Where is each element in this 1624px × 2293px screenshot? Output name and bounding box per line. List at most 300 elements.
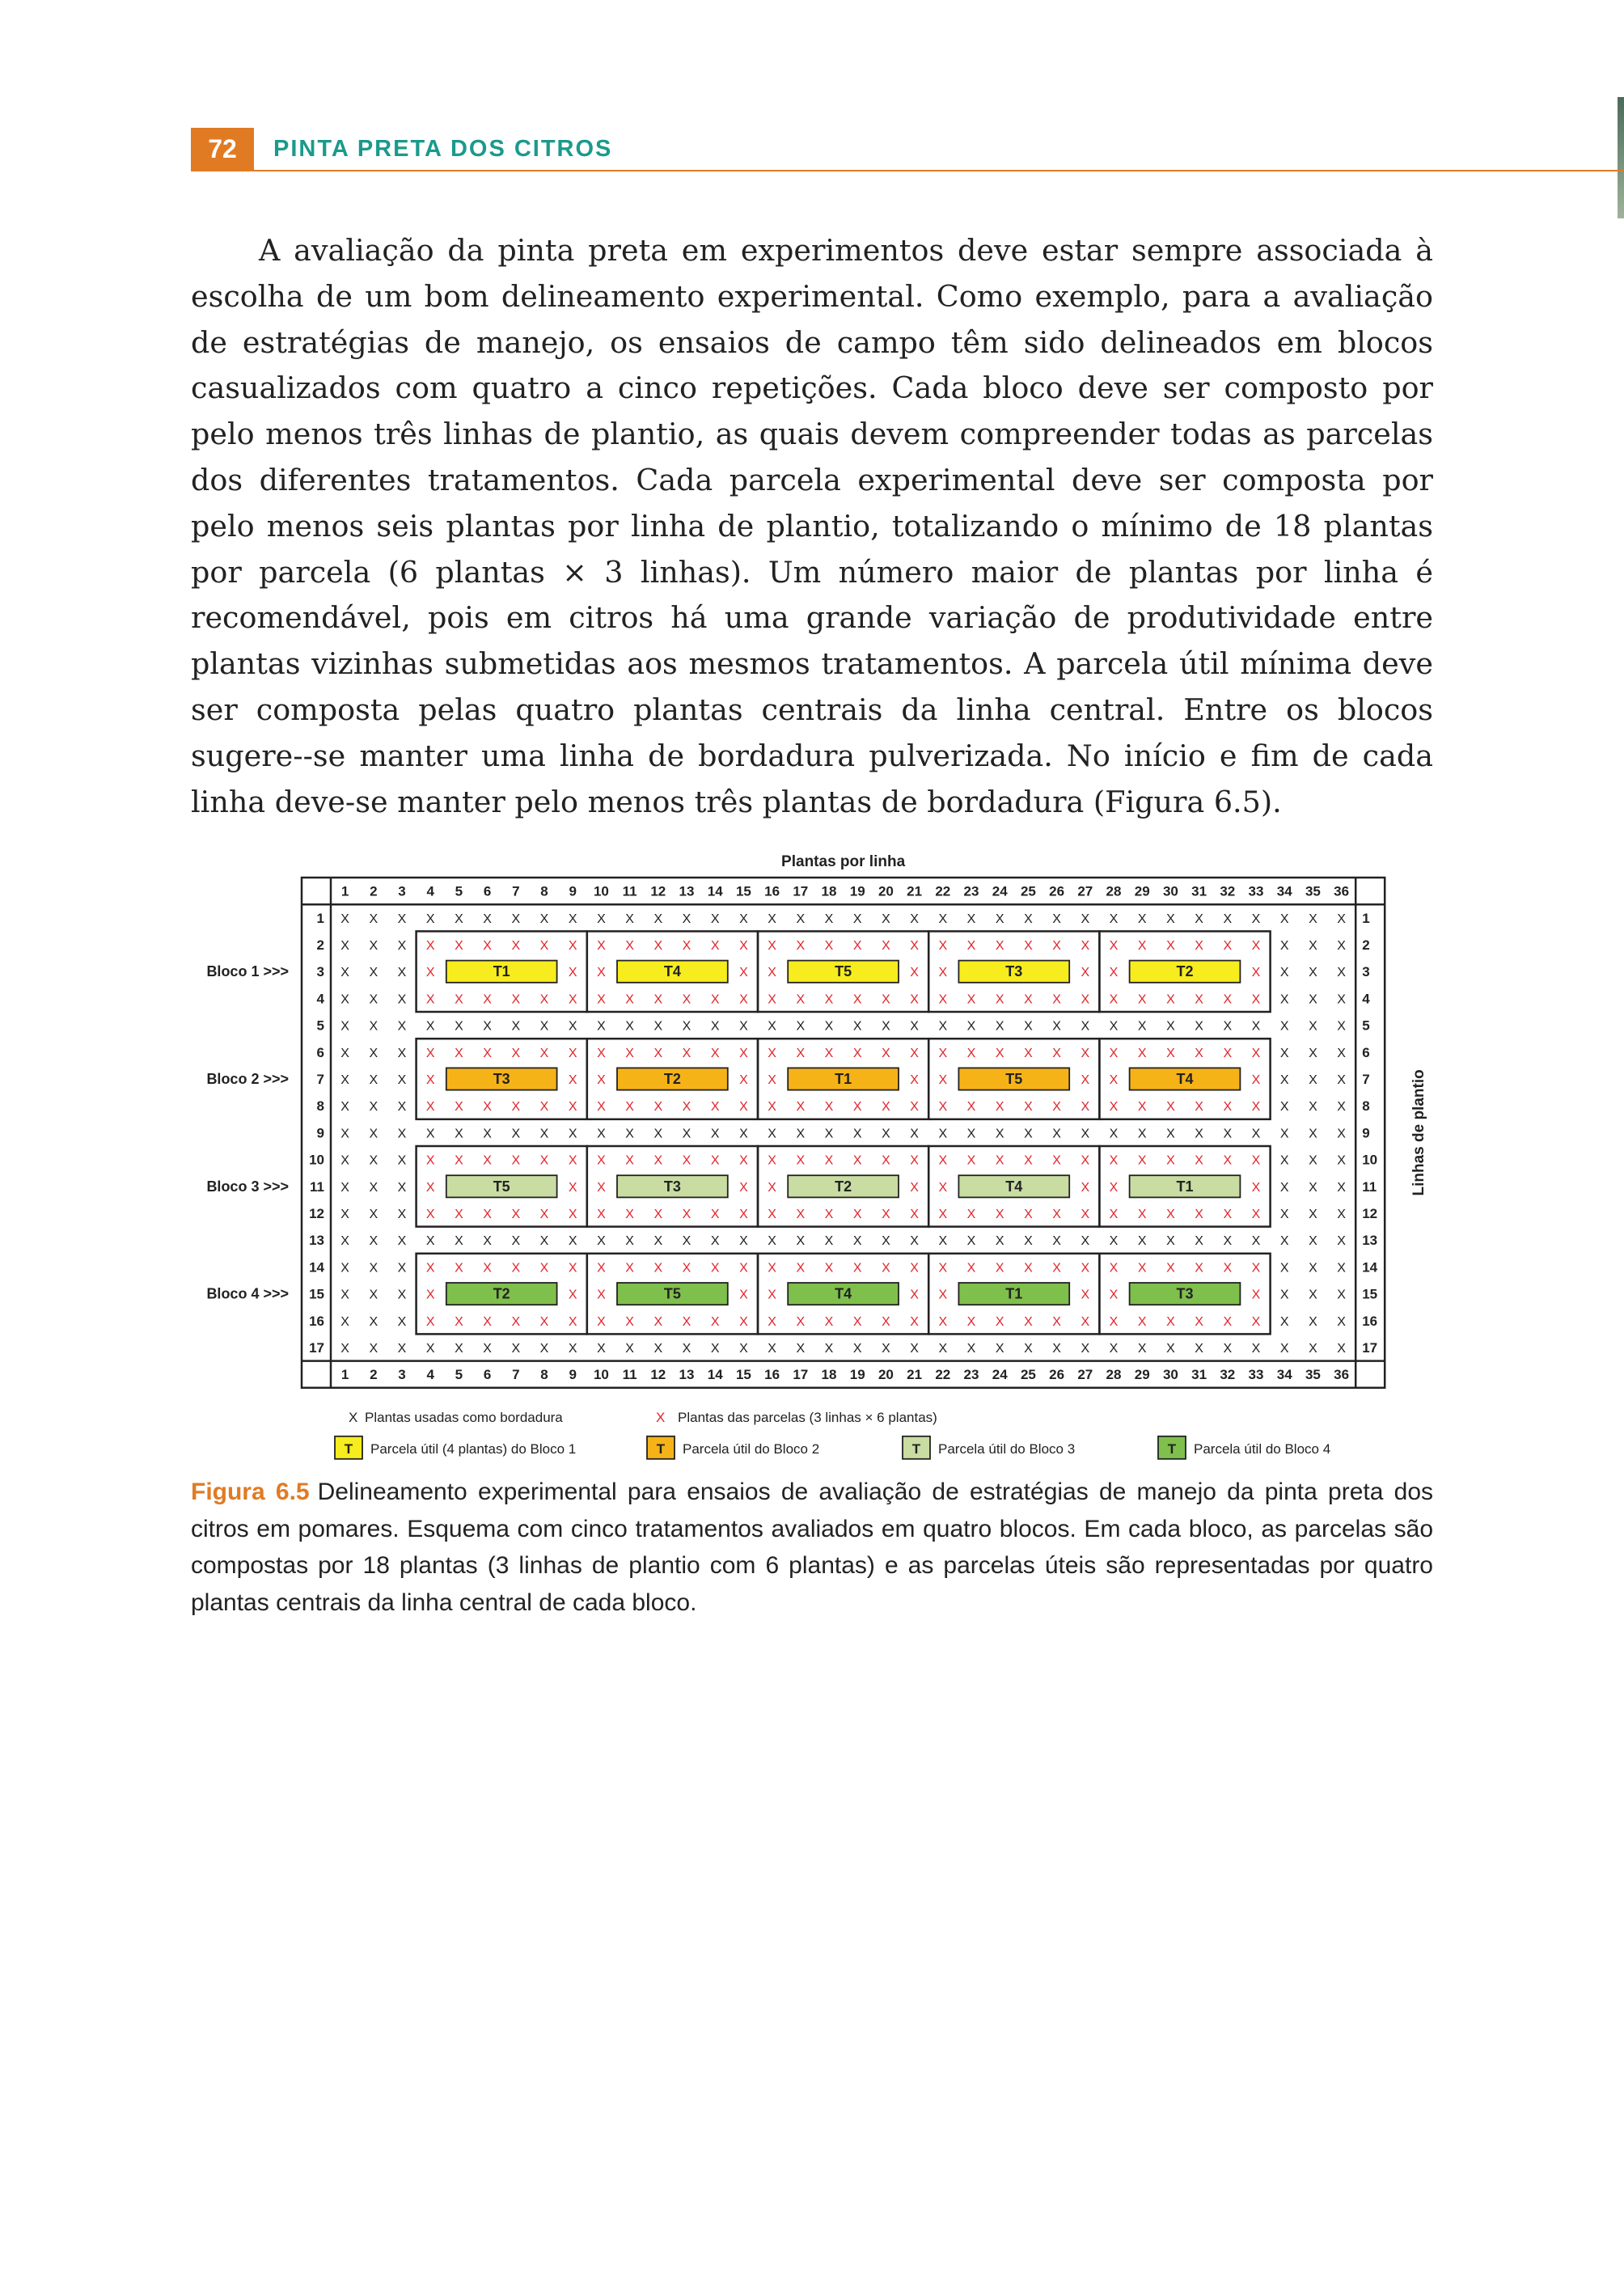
column-number-bottom: 13 xyxy=(679,1367,695,1383)
border-plant-mark: X xyxy=(340,1234,349,1249)
border-plant-mark: X xyxy=(568,1127,577,1141)
parcel-plant-mark: X xyxy=(1195,1208,1203,1221)
border-plant-mark: X xyxy=(397,939,407,953)
parcel-plant-mark: X xyxy=(910,966,919,980)
parcel-plant-mark: X xyxy=(1024,992,1033,1007)
row-number-left: 11 xyxy=(310,1178,324,1195)
border-plant-mark: X xyxy=(1309,1261,1317,1276)
parcel-plant-mark: X xyxy=(682,939,691,953)
column-number-bottom: 20 xyxy=(878,1367,894,1383)
parcel-plant-mark: X xyxy=(966,1314,976,1329)
column-number-top: 5 xyxy=(455,883,463,899)
border-plant-mark: X xyxy=(568,912,577,926)
border-plant-mark: X xyxy=(397,1208,407,1221)
parcel-plant-mark: X xyxy=(1223,939,1233,953)
border-plant-mark: X xyxy=(1337,1208,1346,1221)
border-plant-mark: X xyxy=(995,1127,1004,1141)
parcel-plant-mark: X xyxy=(1195,1261,1203,1276)
row-number-right: 16 xyxy=(1362,1313,1378,1329)
border-plant-mark: X xyxy=(597,912,606,926)
parcel-plant-mark: X xyxy=(1137,1153,1147,1168)
parcel-plant-mark: X xyxy=(1024,1046,1033,1060)
treatment-label: T4 xyxy=(835,1285,852,1302)
border-plant-mark: X xyxy=(455,1127,463,1141)
row-number-right: 1 xyxy=(1362,910,1370,926)
column-number-bottom: 3 xyxy=(398,1367,406,1383)
parcel-plant-mark: X xyxy=(1052,1153,1061,1168)
column-number-bottom: 26 xyxy=(1049,1367,1065,1383)
parcel-plant-mark: X xyxy=(1137,1314,1147,1329)
border-plant-mark: X xyxy=(995,1234,1004,1249)
border-plant-mark: X xyxy=(653,1342,663,1356)
border-plant-mark: X xyxy=(682,1019,691,1034)
border-plant-mark: X xyxy=(882,1342,890,1356)
border-plant-mark: X xyxy=(910,1234,919,1249)
border-plant-mark: X xyxy=(397,1314,407,1329)
column-number-bottom: 23 xyxy=(963,1367,979,1383)
border-plant-mark: X xyxy=(1052,1019,1061,1034)
border-plant-mark: X xyxy=(1109,1127,1119,1141)
parcel-plant-mark: X xyxy=(739,1208,748,1221)
border-plant-mark: X xyxy=(852,912,862,926)
parcel-plant-mark: X xyxy=(1251,939,1261,953)
parcel-plant-mark: X xyxy=(796,1208,806,1221)
column-number-top: 25 xyxy=(1020,883,1036,899)
border-plant-mark: X xyxy=(483,912,492,926)
parcel-plant-mark: X xyxy=(568,1153,577,1168)
parcel-plant-mark: X xyxy=(483,1261,492,1276)
border-plant-mark: X xyxy=(653,1234,663,1249)
border-plant-mark: X xyxy=(340,1153,349,1168)
border-plant-mark: X xyxy=(1251,912,1261,926)
border-plant-mark: X xyxy=(1337,1180,1346,1195)
body-paragraph: A avaliação da pinta preta em experimentos deve estar sempre associada à escolha de um bom delineamento experimental. Como exemplo, para a avaliação de estratégias de manejo, os ensaios de campo têm sido delineados em blocos casualizados com quatro a cinco repetições. Cada bloco deve ser composto por pelo menos três linhas de plantio, as quais devem compreender todas as parcelas dos diferentes tratamentos. Cada parcela experimental deve ser composta por pelo menos seis plantas por linha de plantio, totalizando o mínimo de 18 plantas por parcela (6 plantas × 3 linhas). Um número maior de plantas por linha é recomendável, pois em citros há uma grande variação de produtividade entre plantas vizinhas submetidas aos mesmos tratamentos. A parcela útil mínima deve ser composta pelas quatro plantas centrais da linha central. Entre os blocos sugere--se manter uma linha de bordadura pulverizada. No início e fim de cada linha deve-se manter pelo menos três plantas de bordadura (Figura 6.5). xyxy=(191,233,1433,819)
border-plant-mark: X xyxy=(425,1342,435,1356)
parcel-plant-mark: X xyxy=(1109,1208,1119,1221)
parcel-plant-mark: X xyxy=(1109,1180,1119,1195)
parcel-plant-mark: X xyxy=(882,1153,890,1168)
parcel-plant-mark: X xyxy=(682,1261,691,1276)
border-plant-mark: X xyxy=(340,1314,349,1329)
treatment-label: T4 xyxy=(663,963,681,980)
parcel-plant-mark: X xyxy=(710,1261,720,1276)
column-number-bottom: 11 xyxy=(622,1367,637,1383)
border-plant-mark: X xyxy=(369,1019,379,1034)
parcel-plant-mark: X xyxy=(1166,939,1175,953)
parcel-plant-mark: X xyxy=(938,966,948,980)
border-plant-mark: X xyxy=(340,912,349,926)
parcel-plant-mark: X xyxy=(796,992,806,1007)
parcel-plant-mark: X xyxy=(1223,1046,1233,1060)
parcel-plant-mark: X xyxy=(682,992,691,1007)
border-plant-mark: X xyxy=(1251,1019,1261,1034)
column-number-bottom: 14 xyxy=(707,1367,723,1383)
parcel-plant-mark: X xyxy=(852,992,862,1007)
column-number-bottom: 29 xyxy=(1134,1367,1150,1383)
parcel-plant-mark: X xyxy=(1251,1073,1261,1087)
border-plant-mark: X xyxy=(369,1046,379,1060)
border-plant-mark: X xyxy=(397,1180,407,1195)
row-number-right: 13 xyxy=(1362,1233,1378,1249)
border-plant-mark: X xyxy=(397,1261,407,1276)
border-plant-mark: X xyxy=(1279,912,1289,926)
border-plant-mark: X xyxy=(511,912,521,926)
parcel-plant-mark: X xyxy=(1251,1153,1261,1168)
column-number-bottom: 10 xyxy=(593,1367,609,1383)
border-plant-mark: X xyxy=(1309,1073,1317,1087)
column-number-bottom: 6 xyxy=(483,1367,492,1383)
treatment-label: T2 xyxy=(493,1285,510,1302)
border-plant-mark: X xyxy=(796,1127,806,1141)
border-plant-mark: X xyxy=(1279,1342,1289,1356)
parcel-plant-mark: X xyxy=(425,1180,435,1195)
border-plant-mark: X xyxy=(483,1234,492,1249)
border-plant-mark: X xyxy=(1052,912,1061,926)
column-number-top: 24 xyxy=(992,883,1008,899)
border-plant-mark: X xyxy=(1166,1127,1175,1141)
parcel-plant-mark: X xyxy=(455,1208,463,1221)
parcel-plant-mark: X xyxy=(739,992,748,1007)
parcel-plant-mark: X xyxy=(966,1208,976,1221)
parcel-plant-mark: X xyxy=(1195,939,1203,953)
parcel-plant-mark: X xyxy=(653,1261,663,1276)
parcel-plant-mark: X xyxy=(1223,1208,1233,1221)
column-number-top: 29 xyxy=(1134,883,1150,899)
parcel-plant-mark: X xyxy=(995,992,1004,1007)
border-plant-mark: X xyxy=(1024,1234,1033,1249)
treatment-label: T1 xyxy=(835,1071,852,1087)
treatment-label: T1 xyxy=(493,963,510,980)
border-plant-mark: X xyxy=(882,1234,890,1249)
border-plant-mark: X xyxy=(1081,1019,1090,1034)
parcel-plant-mark: X xyxy=(938,1100,948,1115)
border-plant-mark: X xyxy=(1337,912,1346,926)
border-plant-mark: X xyxy=(1279,992,1289,1007)
parcel-plant-mark: X xyxy=(568,939,577,953)
border-plant-mark: X xyxy=(1195,912,1203,926)
parcel-plant-mark: X xyxy=(1109,1288,1119,1302)
parcel-plant-mark: X xyxy=(425,1208,435,1221)
column-number-bottom: 34 xyxy=(1276,1367,1292,1383)
parcel-plant-mark: X xyxy=(995,1153,1004,1168)
header-rule xyxy=(191,170,1624,171)
border-plant-mark: X xyxy=(455,912,463,926)
column-number-bottom: 33 xyxy=(1248,1367,1264,1383)
legend-swatch-letter: T xyxy=(656,1441,666,1457)
border-plant-mark: X xyxy=(1166,1234,1175,1249)
parcel-plant-mark: X xyxy=(1251,966,1261,980)
parcel-plant-mark: X xyxy=(682,1153,691,1168)
column-number-bottom: 4 xyxy=(426,1367,434,1383)
parcel-plant-mark: X xyxy=(1052,1314,1061,1329)
border-plant-mark: X xyxy=(340,1288,349,1302)
parcel-plant-mark: X xyxy=(425,1073,435,1087)
row-number-right: 5 xyxy=(1362,1017,1370,1034)
parcel-plant-mark: X xyxy=(824,939,834,953)
parcel-plant-mark: X xyxy=(739,1180,748,1195)
parcel-plant-mark: X xyxy=(425,1288,435,1302)
border-plant-mark: X xyxy=(682,1127,691,1141)
parcel-plant-mark: X xyxy=(1109,992,1119,1007)
parcel-plant-mark: X xyxy=(568,1288,577,1302)
parcel-plant-mark: X xyxy=(852,1314,862,1329)
border-plant-mark: X xyxy=(397,1046,407,1060)
border-plant-mark: X xyxy=(369,1153,379,1168)
column-number-bottom: 7 xyxy=(512,1367,520,1383)
column-number-top: 33 xyxy=(1248,883,1264,899)
row-number-right: 12 xyxy=(1362,1206,1378,1221)
parcel-plant-mark: X xyxy=(852,1261,862,1276)
parcel-plant-mark: X xyxy=(1195,1046,1203,1060)
parcel-plant-mark: X xyxy=(1251,992,1261,1007)
border-plant-mark: X xyxy=(1309,1314,1317,1329)
parcel-plant-mark: X xyxy=(1251,1261,1261,1276)
parcel-plant-mark: X xyxy=(1251,1100,1261,1115)
parcel-plant-mark: X xyxy=(483,1046,492,1060)
border-plant-mark: X xyxy=(1024,1019,1033,1034)
border-plant-mark: X xyxy=(852,1234,862,1249)
border-plant-mark: X xyxy=(539,1342,549,1356)
border-plant-mark: X xyxy=(768,1019,776,1034)
parcel-plant-mark: X xyxy=(796,1153,806,1168)
parcel-plant-mark: X xyxy=(882,1208,890,1221)
border-plant-mark: X xyxy=(1279,1261,1289,1276)
border-plant-mark: X xyxy=(1195,1234,1203,1249)
parcel-plant-mark: X xyxy=(425,1261,435,1276)
parcel-plant-mark: X xyxy=(938,1180,948,1195)
parcel-plant-mark: X xyxy=(938,1208,948,1221)
block-label: Bloco 3 >>> xyxy=(206,1178,289,1195)
parcel-plant-mark: X xyxy=(938,939,948,953)
border-plant-mark: X xyxy=(1337,1234,1346,1249)
border-plant-mark: X xyxy=(597,1127,606,1141)
border-plant-mark: X xyxy=(369,1208,379,1221)
row-number-right: 11 xyxy=(1362,1178,1377,1195)
border-plant-mark: X xyxy=(568,1019,577,1034)
column-number-bottom: 5 xyxy=(455,1367,463,1383)
column-number-bottom: 28 xyxy=(1106,1367,1122,1383)
border-plant-mark: X xyxy=(511,1234,521,1249)
border-plant-mark: X xyxy=(369,939,379,953)
border-plant-mark: X xyxy=(1137,1342,1147,1356)
border-plant-mark: X xyxy=(995,1019,1004,1034)
border-plant-mark: X xyxy=(369,1073,379,1087)
parcel-plant-mark: X xyxy=(710,1153,720,1168)
parcel-plant-mark: X xyxy=(796,939,806,953)
border-plant-mark: X xyxy=(1279,1100,1289,1115)
border-plant-mark: X xyxy=(995,912,1004,926)
border-plant-mark: X xyxy=(796,912,806,926)
border-plant-mark: X xyxy=(1309,1100,1317,1115)
parcel-plant-mark: X xyxy=(483,1100,492,1115)
border-plant-mark: X xyxy=(625,1342,634,1356)
border-plant-mark: X xyxy=(1337,939,1346,953)
parcel-plant-mark: X xyxy=(511,939,521,953)
parcel-plant-mark: X xyxy=(1024,1208,1033,1221)
border-plant-mark: X xyxy=(1309,1288,1317,1302)
parcel-plant-mark: X xyxy=(568,1046,577,1060)
parcel-plant-mark: X xyxy=(824,1100,834,1115)
parcel-plant-mark: X xyxy=(739,1288,748,1302)
parcel-plant-mark: X xyxy=(910,1073,919,1087)
column-number-bottom: 8 xyxy=(540,1367,548,1383)
parcel-plant-mark: X xyxy=(625,1046,634,1060)
parcel-plant-mark: X xyxy=(455,1153,463,1168)
parcel-plant-mark: X xyxy=(597,1100,606,1115)
page-edge-decoration xyxy=(1618,97,1624,218)
parcel-plant-mark: X xyxy=(653,1100,663,1115)
parcel-plant-mark: X xyxy=(852,1100,862,1115)
column-number-bottom: 32 xyxy=(1220,1367,1236,1383)
parcel-plant-mark: X xyxy=(768,939,776,953)
border-plant-mark: X xyxy=(852,1127,862,1141)
border-plant-mark: X xyxy=(966,1019,976,1034)
border-plant-mark: X xyxy=(340,1180,349,1195)
border-plant-mark: X xyxy=(653,1127,663,1141)
border-plant-mark: X xyxy=(340,1100,349,1115)
border-plant-mark: X xyxy=(1195,1127,1203,1141)
border-plant-mark: X xyxy=(1279,1180,1289,1195)
column-number-top: 12 xyxy=(650,883,666,899)
column-number-top: 6 xyxy=(483,883,492,899)
parcel-plant-mark: X xyxy=(625,992,634,1007)
border-plant-mark: X xyxy=(710,1127,720,1141)
border-plant-mark: X xyxy=(1166,912,1175,926)
column-number-bottom: 18 xyxy=(821,1367,837,1383)
treatment-label: T5 xyxy=(835,963,852,980)
parcel-plant-mark: X xyxy=(653,1314,663,1329)
parcel-plant-mark: X xyxy=(796,1046,806,1060)
border-plant-mark: X xyxy=(369,966,379,980)
parcel-plant-mark: X xyxy=(597,1208,606,1221)
border-plant-mark: X xyxy=(1024,1127,1033,1141)
parcel-plant-mark: X xyxy=(597,1153,606,1168)
parcel-plant-mark: X xyxy=(995,939,1004,953)
border-plant-mark: X xyxy=(455,1019,463,1034)
border-plant-mark: X xyxy=(682,1342,691,1356)
parcel-plant-mark: X xyxy=(1081,1288,1090,1302)
border-plant-mark: X xyxy=(539,912,549,926)
border-plant-mark: X xyxy=(910,912,919,926)
border-plant-mark: X xyxy=(1309,1127,1317,1141)
column-number-top: 7 xyxy=(512,883,520,899)
border-plant-mark: X xyxy=(1109,1234,1119,1249)
border-plant-mark: X xyxy=(910,1127,919,1141)
treatment-label: T1 xyxy=(1005,1285,1023,1302)
border-plant-mark: X xyxy=(852,1019,862,1034)
border-plant-mark: X xyxy=(625,1019,634,1034)
border-plant-mark: X xyxy=(796,1342,806,1356)
parcel-plant-mark: X xyxy=(568,1261,577,1276)
column-number-bottom: 12 xyxy=(650,1367,666,1383)
parcel-plant-mark: X xyxy=(1109,1100,1119,1115)
row-number-left: 6 xyxy=(316,1044,324,1060)
legend-useful-text: Parcela útil do Bloco 2 xyxy=(683,1441,820,1457)
parcel-plant-mark: X xyxy=(455,1046,463,1060)
border-plant-mark: X xyxy=(397,1100,407,1115)
parcel-plant-mark: X xyxy=(455,939,463,953)
border-plant-mark: X xyxy=(1137,912,1147,926)
parcel-plant-mark: X xyxy=(511,1153,521,1168)
border-plant-mark: X xyxy=(397,1073,407,1087)
parcel-plant-mark: X xyxy=(568,966,577,980)
border-plant-mark: X xyxy=(397,1234,407,1249)
parcel-plant-mark: X xyxy=(710,1314,720,1329)
parcel-plant-mark: X xyxy=(597,992,606,1007)
border-plant-mark: X xyxy=(1279,1208,1289,1221)
border-plant-mark: X xyxy=(1081,912,1090,926)
parcel-plant-mark: X xyxy=(995,1100,1004,1115)
column-number-bottom: 15 xyxy=(735,1367,751,1383)
parcel-plant-mark: X xyxy=(938,1046,948,1060)
border-plant-mark: X xyxy=(966,1342,976,1356)
parcel-plant-mark: X xyxy=(739,1261,748,1276)
column-number-top: 22 xyxy=(935,883,951,899)
parcel-plant-mark: X xyxy=(1137,1100,1147,1115)
parcel-plant-mark: X xyxy=(1052,1208,1061,1221)
border-plant-mark: X xyxy=(1337,1046,1346,1060)
column-number-top: 34 xyxy=(1276,883,1292,899)
border-plant-mark: X xyxy=(397,966,407,980)
parcel-plant-mark: X xyxy=(768,1180,776,1195)
parcel-plant-mark: X xyxy=(1024,1153,1033,1168)
column-number-bottom: 25 xyxy=(1020,1367,1036,1383)
legend-border-mark: X xyxy=(349,1409,358,1425)
parcel-plant-mark: X xyxy=(1081,939,1090,953)
border-plant-mark: X xyxy=(1251,1342,1261,1356)
row-number-right: 15 xyxy=(1362,1286,1378,1302)
border-plant-mark: X xyxy=(739,1019,748,1034)
parcel-plant-mark: X xyxy=(938,992,948,1007)
border-plant-mark: X xyxy=(1309,1234,1317,1249)
border-plant-mark: X xyxy=(369,1234,379,1249)
border-plant-mark: X xyxy=(1137,1127,1147,1141)
parcel-plant-mark: X xyxy=(1137,992,1147,1007)
diagram-side-title: Linhas de plantio xyxy=(1410,1069,1428,1196)
border-plant-mark: X xyxy=(369,1127,379,1141)
column-number-bottom: 2 xyxy=(370,1367,378,1383)
border-plant-mark: X xyxy=(1337,1314,1346,1329)
parcel-plant-mark: X xyxy=(852,1208,862,1221)
parcel-plant-mark: X xyxy=(511,1046,521,1060)
parcel-plant-mark: X xyxy=(1137,1208,1147,1221)
border-plant-mark: X xyxy=(796,1019,806,1034)
column-number-top: 31 xyxy=(1191,883,1207,899)
border-plant-mark: X xyxy=(796,1234,806,1249)
column-number-top: 1 xyxy=(340,883,349,899)
parcel-plant-mark: X xyxy=(910,1261,919,1276)
border-plant-mark: X xyxy=(1337,966,1346,980)
parcel-plant-mark: X xyxy=(539,1208,549,1221)
border-plant-mark: X xyxy=(1223,1019,1233,1034)
border-plant-mark: X xyxy=(1309,912,1317,926)
treatment-label: T4 xyxy=(1176,1071,1194,1087)
parcel-plant-mark: X xyxy=(511,1261,521,1276)
border-plant-mark: X xyxy=(1279,1073,1289,1087)
parcel-plant-mark: X xyxy=(425,1153,435,1168)
parcel-plant-mark: X xyxy=(1251,1314,1261,1329)
row-number-left: 15 xyxy=(309,1286,324,1302)
parcel-plant-mark: X xyxy=(768,1261,776,1276)
parcel-plant-mark: X xyxy=(966,992,976,1007)
row-number-right: 8 xyxy=(1362,1098,1370,1115)
border-plant-mark: X xyxy=(882,912,890,926)
parcel-plant-mark: X xyxy=(1081,1073,1090,1087)
parcel-plant-mark: X xyxy=(539,992,549,1007)
border-plant-mark: X xyxy=(910,1019,919,1034)
parcel-plant-mark: X xyxy=(1137,1046,1147,1060)
parcel-plant-mark: X xyxy=(625,1100,634,1115)
